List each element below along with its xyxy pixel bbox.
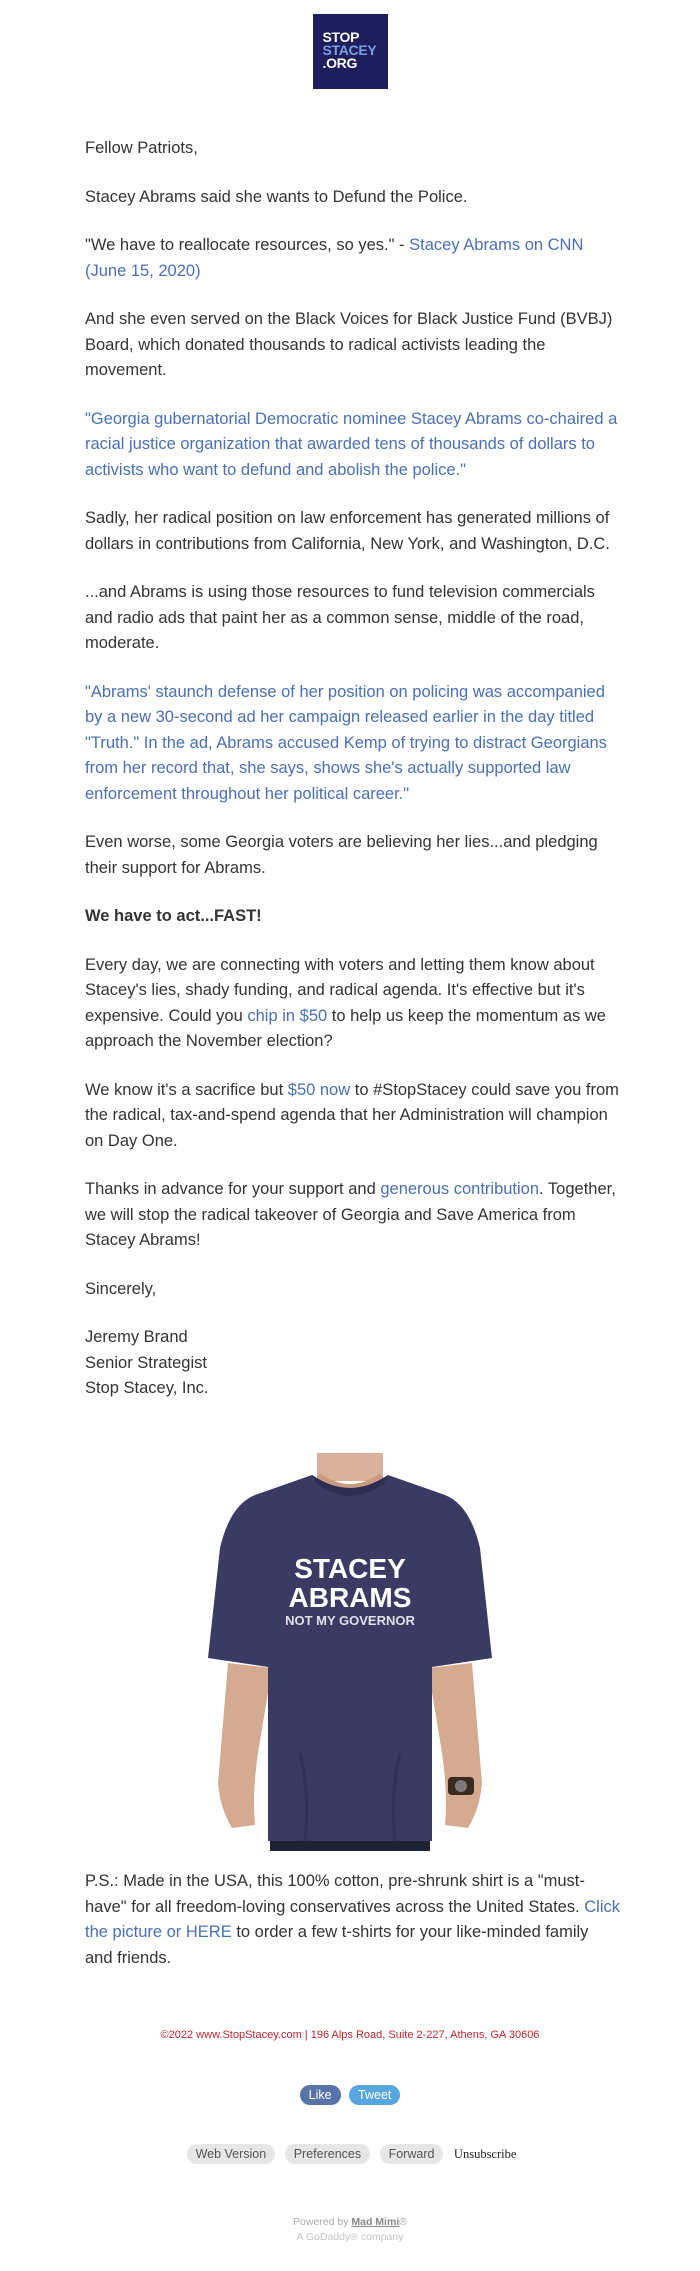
mad-mimi-link[interactable]: Mad Mimi — [351, 2216, 400, 2228]
forward-link[interactable]: Forward — [380, 2144, 444, 2164]
logo-line-stacey: STACEY — [322, 42, 377, 58]
powered-prefix: Powered by — [293, 2216, 352, 2228]
logo-line-stop: STOP — [322, 29, 360, 45]
godaddy-note: A GoDaddy® company — [296, 2231, 404, 2243]
powered-by — [0, 2215, 700, 2245]
email-body — [85, 136, 620, 1425]
ps-text-b: to order a few t-shirts for your like-minded family and friends. — [85, 1923, 589, 1967]
thanks-text-b: . Together, we will stop the radical takeover of Georgia and Save America from Stacey Abrams! — [85, 1180, 616, 1249]
quote-georgia-nominee: "Georgia gubernatorial Democratic nominee Stacey Abrams co-chaired a racial justice organization that awarded tens of thousands of dollars to activists who want to defund and abolish the police." — [85, 409, 618, 479]
paragraph-sacrifice — [85, 1078, 620, 1155]
social-buttons — [0, 2085, 700, 2105]
tshirt-product-image[interactable] — [200, 1453, 500, 1851]
logo-container — [0, 0, 700, 89]
paragraph-thanks — [85, 1177, 620, 1254]
facebook-like-button[interactable]: Like — [300, 2085, 341, 2105]
ps-text-a: P.S.: Made in the USA, this 100% cotton, pre-shrunk shirt is a "must-have" for all freedom-loving conservatives across the United States. — [85, 1872, 585, 1916]
paragraph-contributions: Sadly, her radical position on law enforcement has generated millions of dollars in contributions from California, New York, and Washington, D.C. — [85, 509, 610, 553]
cnn-quote-text: "We have to reallocate resources, so yes." - — [85, 236, 410, 254]
logo-line-org: .ORG — [322, 55, 358, 71]
footer-address: ©2022 www.StopStacey.com | 196 Alps Road, Suite 2-227, Athens, GA 30606 — [160, 2029, 540, 2041]
right-arm — [428, 1663, 482, 1828]
sacrifice-text-a: We know it's a sacrifice but — [85, 1080, 288, 1099]
shirt-text-line2: ABRAMS — [288, 1582, 412, 1613]
paragraph-bvbj: And she even served on the Black Voices for Black Justice Fund (BVBJ) Board, which donated thousands to radical activists leading the movement. — [85, 310, 613, 379]
unsubscribe-link[interactable]: Unsubscribe — [453, 2147, 517, 2161]
paragraph-cnn-quote — [85, 233, 620, 284]
pants — [270, 1841, 430, 1851]
chip-in-50-link[interactable]: chip in $50 — [247, 1006, 328, 1025]
chip-in-text-b: to help us keep the momentum as we approach the November election? — [85, 1006, 606, 1050]
stop-stacey-logo[interactable] — [313, 14, 388, 89]
paragraph-chip-in — [85, 953, 620, 1055]
chip-in-text-a: Every day, we are connecting with voters and letting them know about Stacey's lies, shady funding, and radical agenda. It's effective but it's expensive. Could you — [85, 955, 595, 1025]
neck-skin — [317, 1453, 383, 1481]
signature-org: Stop Stacey, Inc. — [85, 1379, 209, 1397]
closing: Sincerely, — [85, 1279, 157, 1298]
cnn-source-link[interactable]: Stacey Abrams on CNN (June 15, 2020) — [85, 236, 584, 280]
shirt-text-line1: STACEY — [294, 1553, 406, 1584]
paragraph-defund: Stacey Abrams said she wants to Defund the Police. — [85, 187, 468, 206]
watch-face — [455, 1780, 467, 1792]
donate-50-now-link[interactable]: $50 now — [287, 1080, 351, 1099]
paragraph-ads: ...and Abrams is using those resources to fund television commercials and radio ads that paint her as a common sense, middle of the road, moderate. — [85, 583, 595, 652]
sacrifice-text-b: to #StopStacey could save you from the radical, tax-and-spend agenda that her Administration will champion on Day One. — [85, 1080, 619, 1150]
order-shirt-link[interactable]: Click the picture or HERE — [85, 1897, 621, 1941]
greeting: Fellow Patriots, — [85, 139, 198, 157]
generous-contribution-link[interactable]: generous contribution — [380, 1180, 540, 1198]
tshirt-image — [200, 1453, 500, 1851]
tweet-button[interactable]: Tweet — [349, 2085, 400, 2105]
powered-suffix: ® — [399, 2216, 407, 2228]
shirt-text-line3: NOT MY GOVERNOR — [285, 1613, 415, 1628]
postscript — [85, 1869, 620, 1971]
thanks-text-a: Thanks in advance for your support and — [85, 1180, 381, 1198]
quote-truth-ad: "Abrams' staunch defense of her position on policing was accompanied by a new 30-second ad her campaign released earlier in the day titled "Truth." In the ad, Abrams accused Kemp of trying to distract Georgians from her record that, she says, shows she's actually supported law enforcement throughout her political career." — [85, 682, 607, 803]
signature-title: Senior Strategist — [85, 1353, 207, 1372]
paragraph-voters: Even worse, some Georgia voters are believing her lies...and pledging their support for Abrams. — [85, 833, 598, 877]
signature-name: Jeremy Brand — [85, 1328, 188, 1346]
heading-act-fast: We have to act...FAST! — [85, 907, 262, 925]
preferences-link[interactable]: Preferences — [285, 2144, 370, 2164]
signature — [85, 1325, 620, 1402]
left-arm — [218, 1663, 272, 1828]
footer-links — [0, 2144, 700, 2164]
web-version-link[interactable]: Web Version — [187, 2144, 276, 2164]
